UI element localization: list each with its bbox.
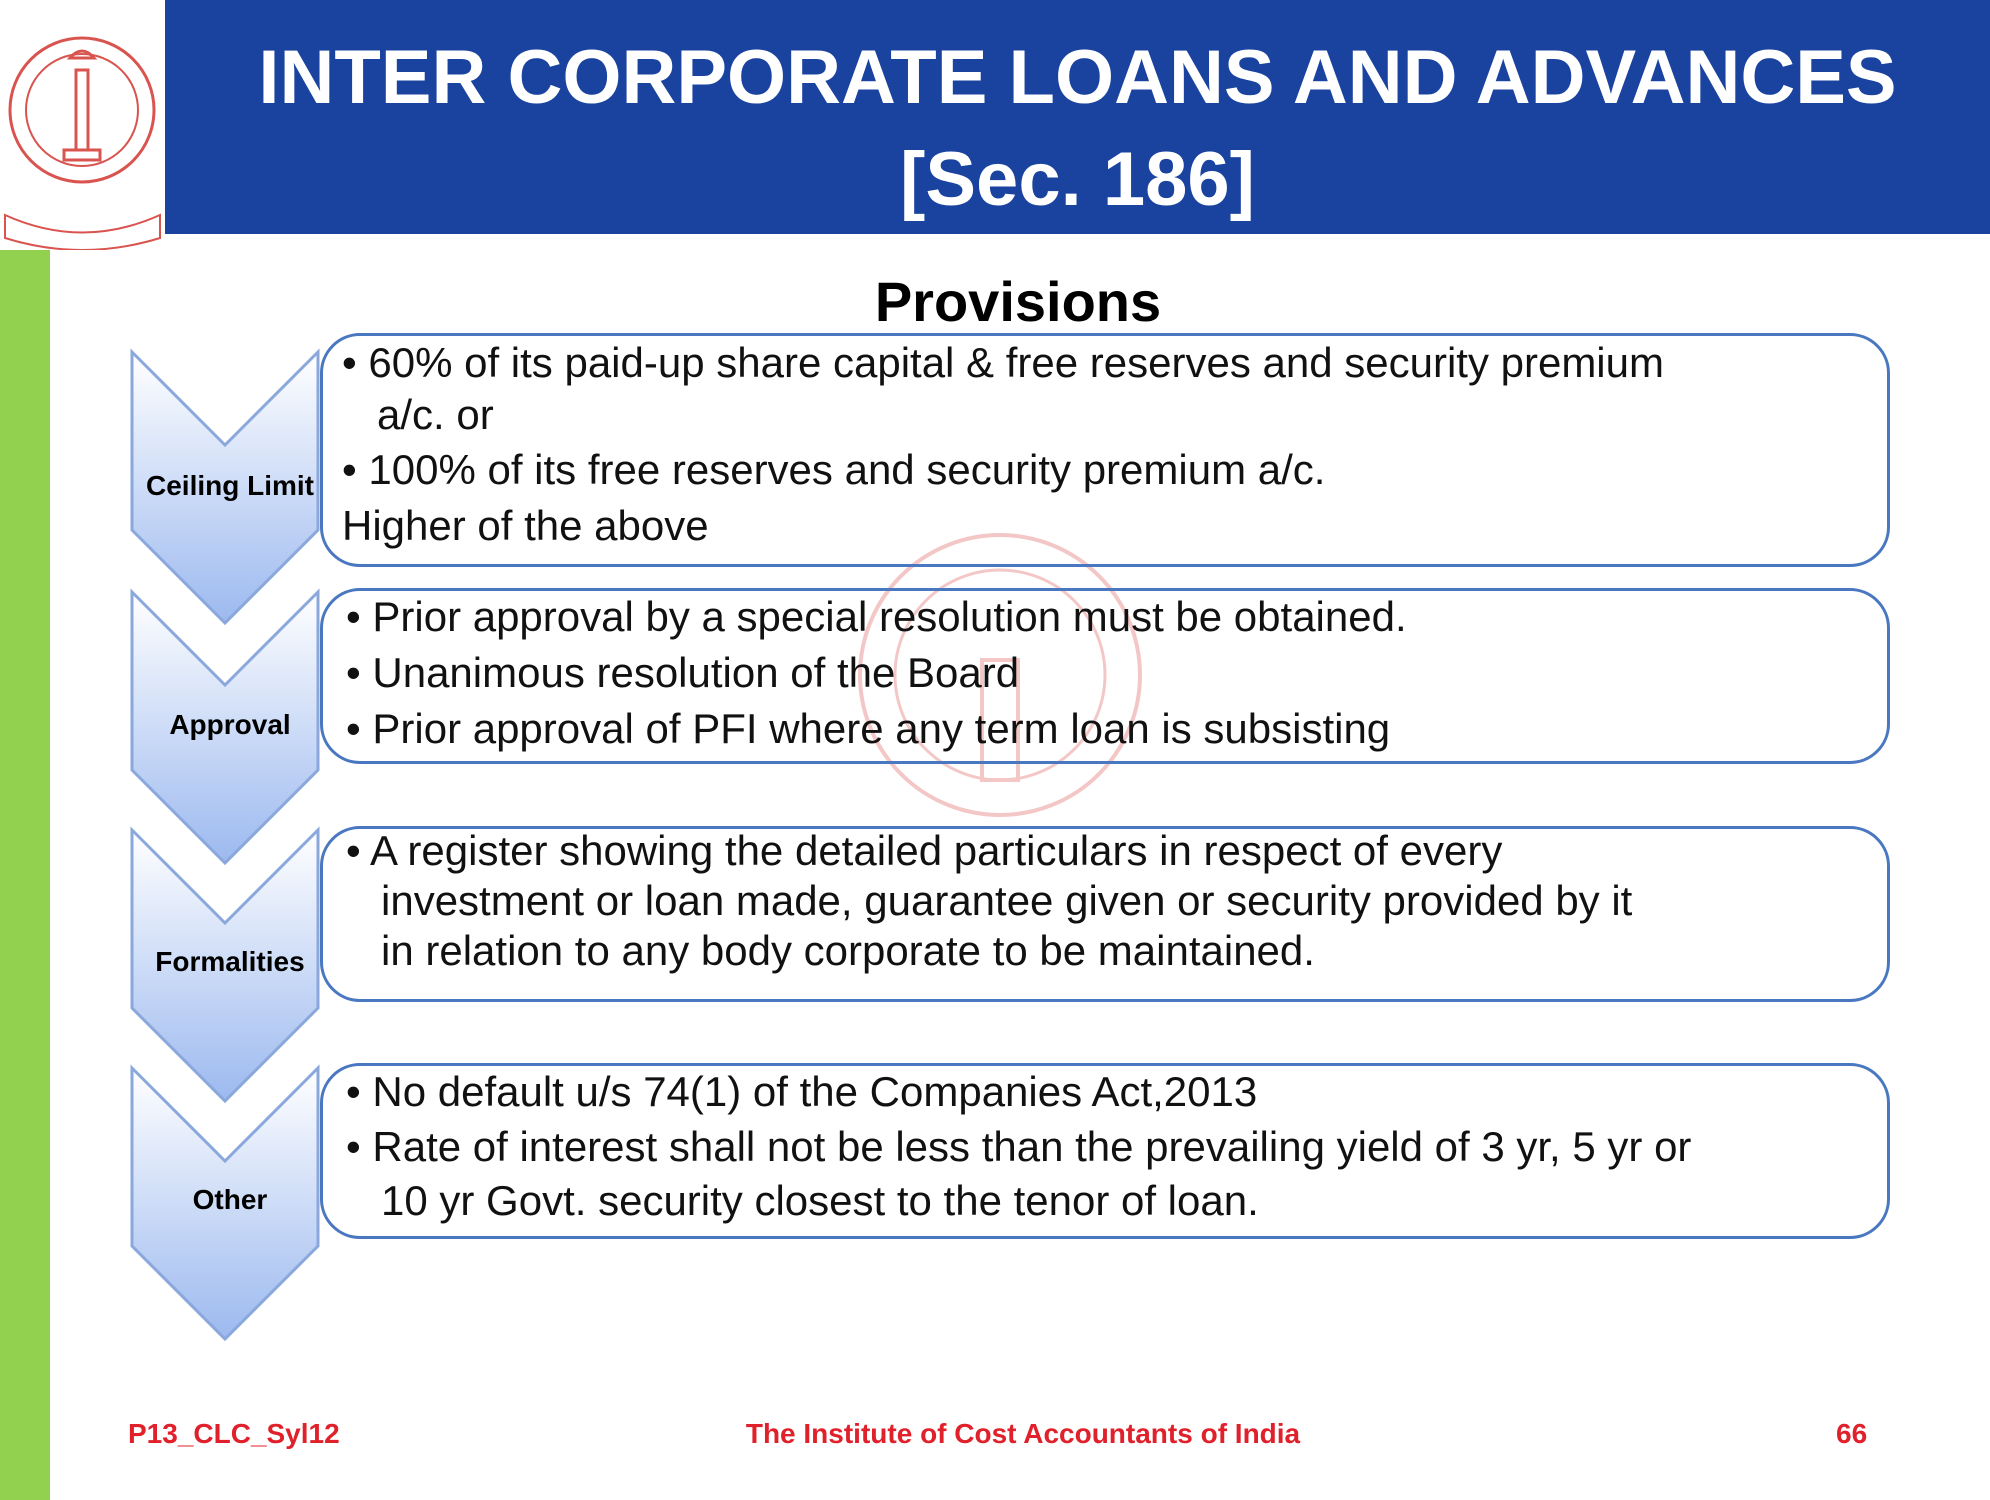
ceiling-line-1: • 60% of its paid-up share capital & free reserves and security premium [342,339,1664,386]
formalities-line-2: investment or loan made, guarantee given or security provided by it [346,877,1633,924]
footer-course-code: P13_CLC_Syl12 [128,1418,340,1449]
other-line-2: • Rate of interest shall not be less than the prevailing yield of 3 yr, 5 yr or [346,1123,1692,1170]
other-line-3: 10 yr Govt. security closest to the tenor of loan. [346,1177,1259,1224]
other-line-1: • No default u/s 74(1) of the Companies Act,2013 [346,1068,1258,1115]
label-formalities: Formalities [155,946,305,977]
slide-title-line2: [Sec. 186] [900,137,1255,222]
section-title: Provisions [874,270,1162,333]
label-other: Other [192,1184,268,1215]
label-approval: Approval [169,709,291,740]
formalities-line-3: in relation to any body corporate to be maintained. [346,927,1315,974]
footer-page-number: 66 [1836,1418,1868,1449]
approval-line-3: • Prior approval of PFI where any term loan is subsisting [346,705,1391,752]
approval-line-2: • Unanimous resolution of the Board [346,649,1020,696]
ceiling-line-3: • 100% of its free reserves and security premium a/c. [342,446,1326,493]
approval-line-1: • Prior approval by a special resolution must be obtained. [346,593,1407,640]
label-ceiling-limit: Ceiling Limit [146,470,314,501]
ceiling-line-4: Higher of the above [342,502,709,549]
slide-title-line1: INTER CORPORATE LOANS AND ADVANCES [258,35,1897,120]
footer-institute-name: The Institute of Cost Accountants of India [745,1418,1301,1449]
ceiling-line-2: a/c. or [342,391,494,438]
formalities-line-1: • A register showing the detailed particulars in respect of every [346,827,1503,874]
